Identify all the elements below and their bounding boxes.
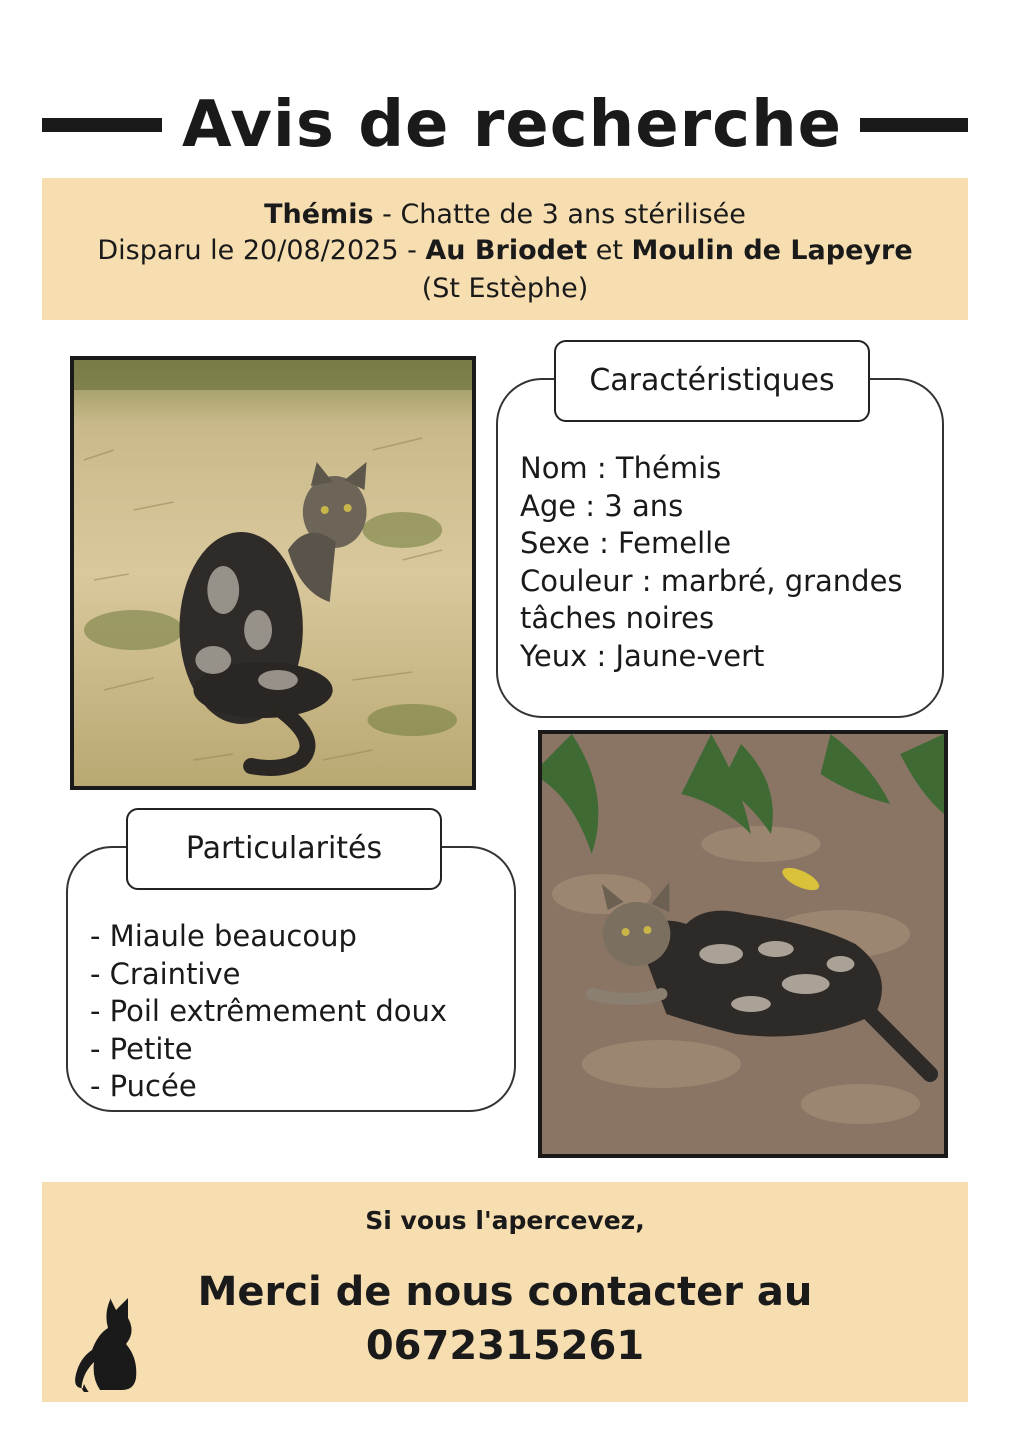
characteristic-color: Couleur : marbré, grandes <box>520 563 903 598</box>
list-item: - Miaule beaucoup <box>90 919 357 953</box>
contact-line: Merci de nous contacter au <box>197 1269 813 1315</box>
disappeared-date: Disparu le 20/08/2025 - <box>97 235 426 266</box>
cat-name: Thémis <box>264 199 374 230</box>
characteristic-color-cont: tâches noires <box>520 601 715 635</box>
particularities-list <box>90 918 447 1106</box>
contact-panel <box>42 1182 968 1402</box>
place-join: et <box>587 235 632 266</box>
place-2: Moulin de Lapeyre <box>631 235 913 266</box>
commune: (St Estèphe) <box>421 273 589 304</box>
info-panel <box>42 178 968 320</box>
cat-silhouette-icon <box>70 1292 144 1392</box>
list-item: - Pucée <box>90 1069 197 1103</box>
characteristics-heading: Caractéristiques <box>554 340 870 422</box>
contact-phone: 0672315261 <box>365 1323 645 1369</box>
characteristic-name: Nom : Thémis <box>520 451 722 485</box>
characteristic-eyes: Yeux : Jaune-vert <box>520 638 765 673</box>
list-item: - Poil extrêmement doux <box>90 994 448 1028</box>
info-line-2 <box>42 232 968 270</box>
place-1: Au Briodet <box>425 235 588 266</box>
cat-photo-1 <box>70 356 476 790</box>
characteristic-age: Age : 3 ans <box>520 488 684 523</box>
cat-description: - Chatte de 3 ans stérilisée <box>373 199 746 230</box>
characteristic-sex: Sexe : Femelle <box>520 526 732 560</box>
cat-photo-2 <box>538 730 948 1158</box>
particularities-heading: Particularités <box>126 808 442 890</box>
characteristics-list <box>520 450 903 675</box>
page-title: Avis de recherche <box>0 82 1024 168</box>
list-item: - Petite <box>90 1031 193 1066</box>
list-item: - Craintive <box>90 956 241 991</box>
contact-intro: Si vous l'apercevez, <box>365 1206 645 1235</box>
info-line-1 <box>42 196 968 234</box>
